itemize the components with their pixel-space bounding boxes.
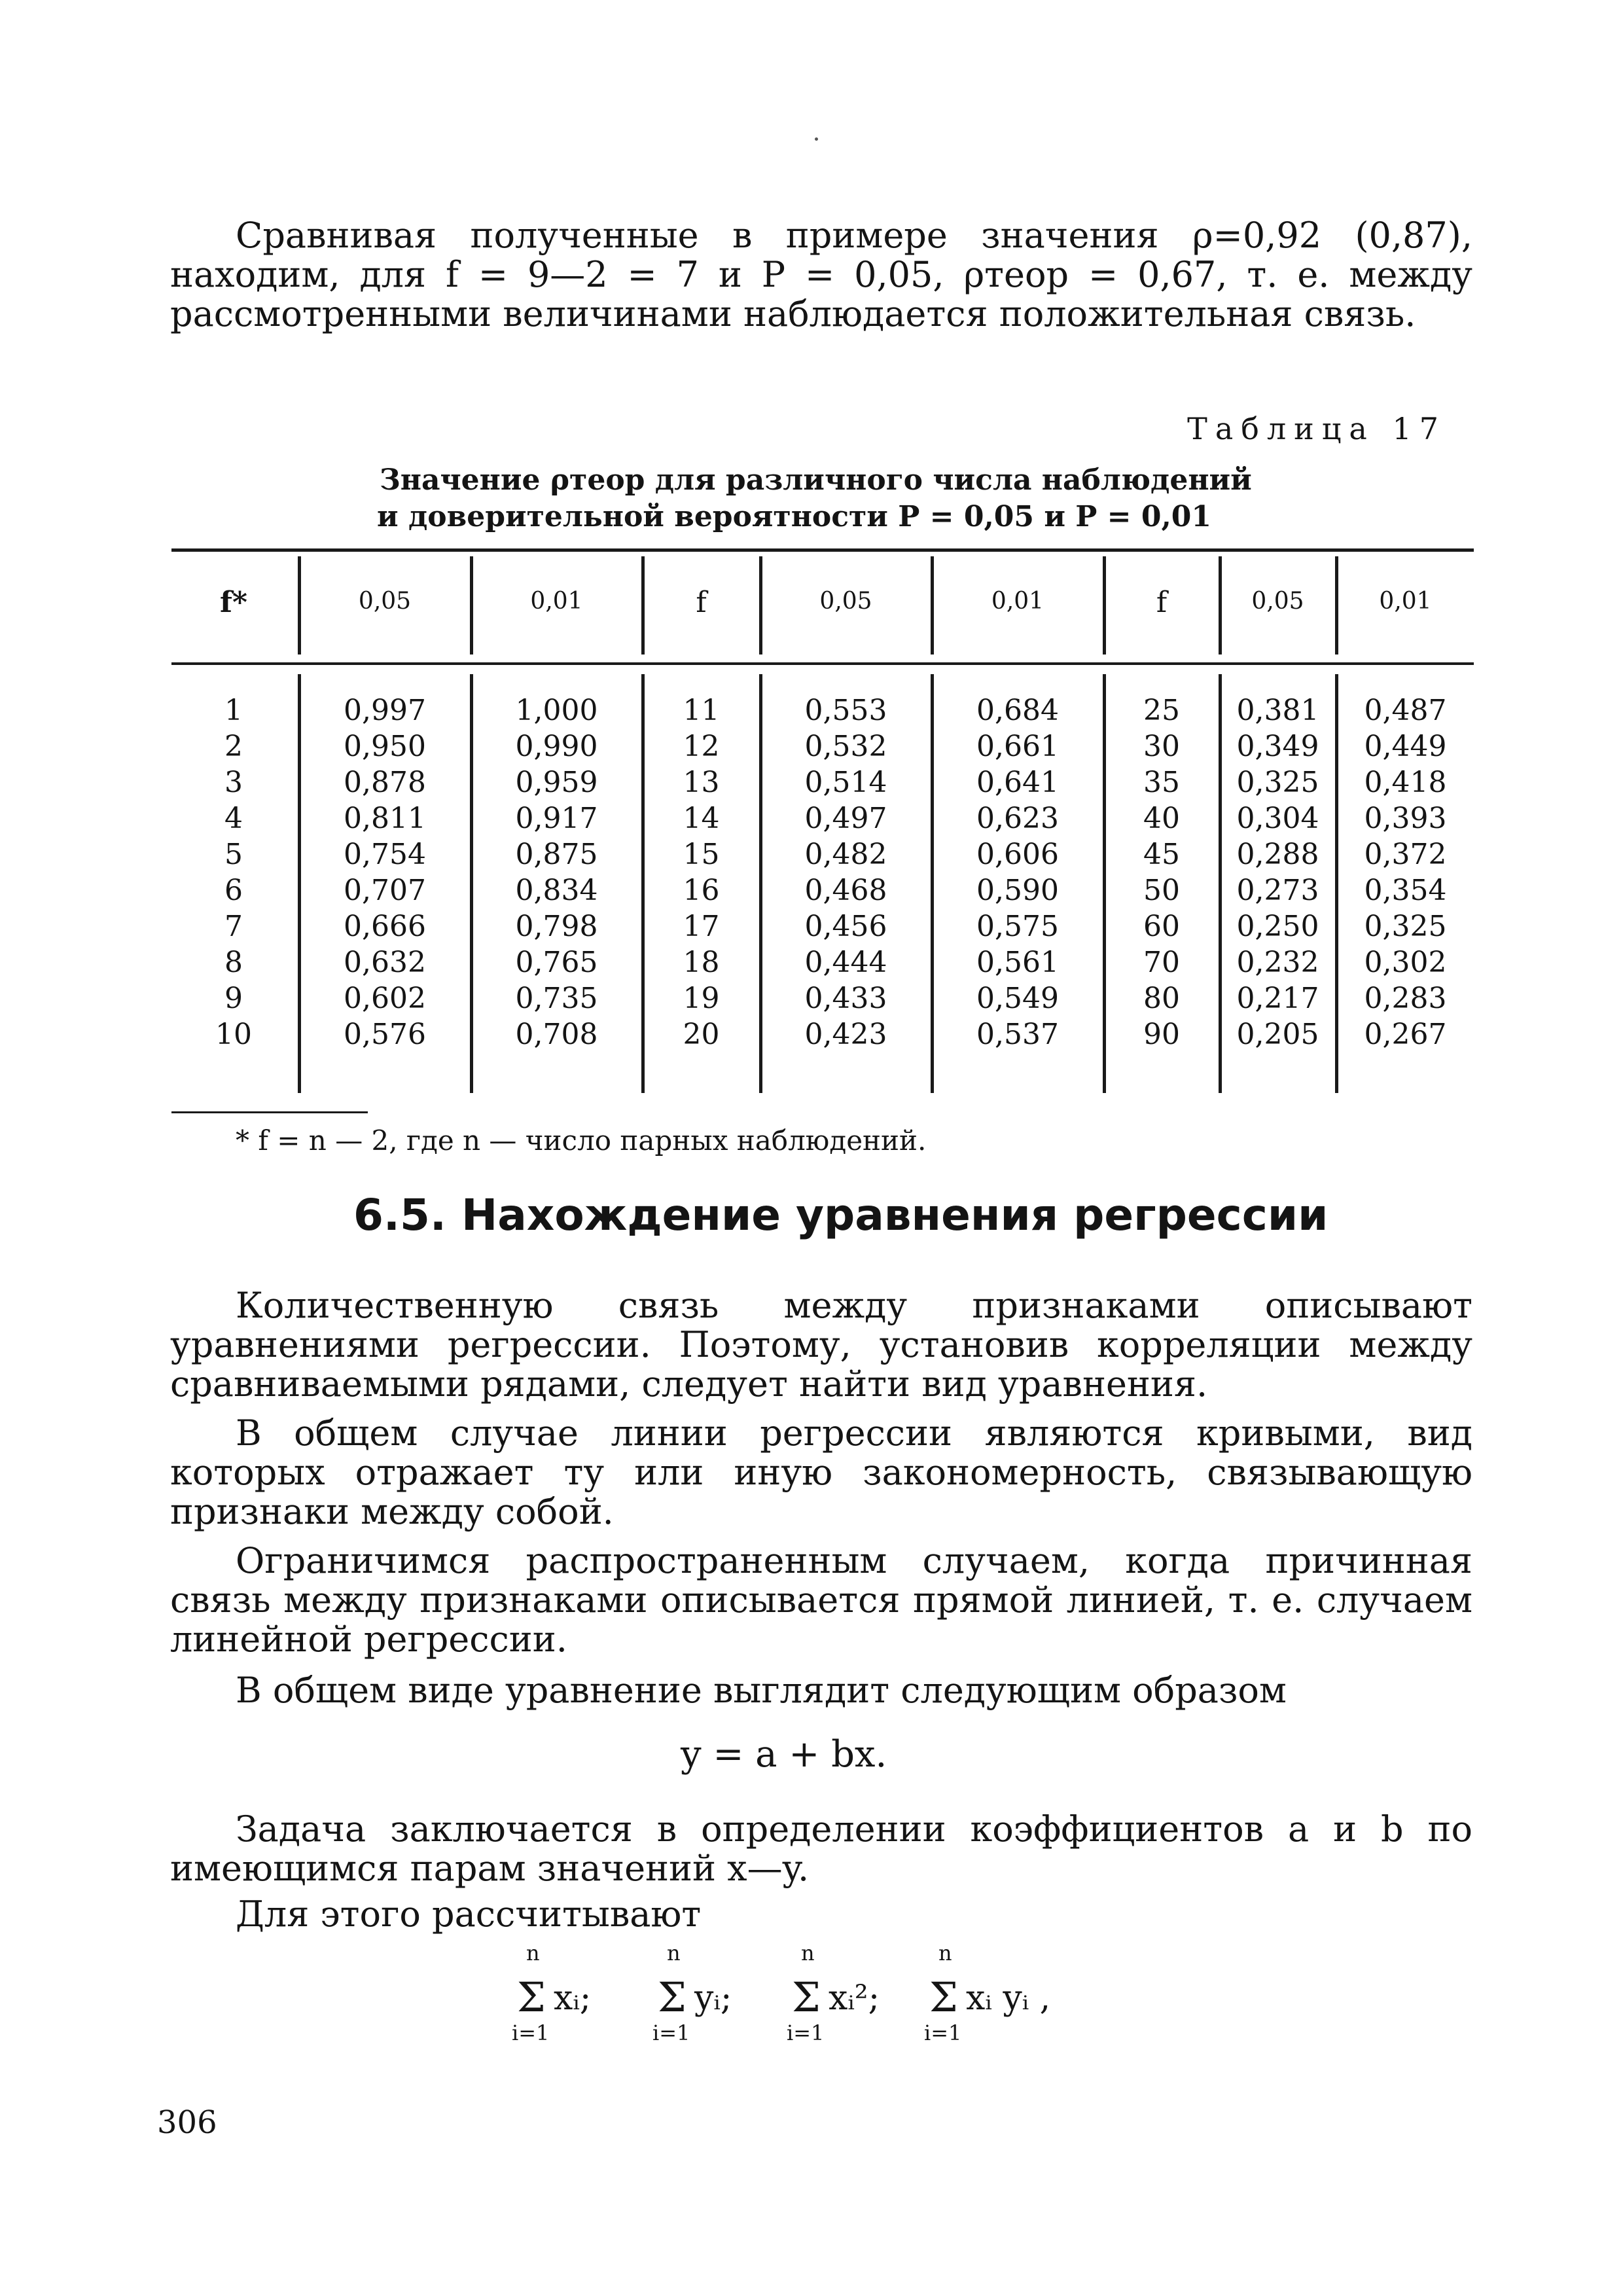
table-cell: 0,302 [1364, 946, 1447, 979]
calc-line: Для этого рассчитывают [236, 1893, 702, 1935]
table-column-p005-2 [762, 692, 929, 1052]
table-cell: 90 [1143, 1018, 1180, 1051]
table-cell: 0,283 [1364, 982, 1447, 1015]
table-cell: 0,708 [515, 1018, 598, 1051]
table-cell: 0,273 [1236, 874, 1319, 907]
table-cell: 0,553 [804, 694, 887, 727]
table-cell: 0,684 [976, 694, 1059, 727]
table-cell: 0,423 [804, 1018, 887, 1051]
table-cell: 0,456 [804, 910, 887, 943]
body-paragraph: Ограничимся распространенным случаем, когда причинная связь между признаками описывается прямой линией, т. е. случаем линейной регрессии. [170, 1540, 1472, 1660]
sum-lower-limit: i=1 [652, 2020, 690, 2045]
table-column-p001-3 [1338, 692, 1472, 1052]
table-cell: 0,267 [1364, 1018, 1447, 1051]
sum-upper-limit: n [526, 1941, 540, 1965]
table-cell: 13 [683, 766, 720, 799]
intro-paragraph: Сравнивая полученные в примере значения ρ=0,92 (0,87), находим, для f = 9—2 = 7 и P = 0,05, ρтеор = 0,67, т. е. между рассмотренными величинами наблюдается положительная связь. [170, 215, 1472, 334]
table-cell: 0,959 [515, 766, 598, 799]
table-cell: 0,798 [515, 910, 598, 943]
table-cell: 11 [683, 694, 720, 727]
table-cell: 0,232 [1236, 946, 1319, 979]
section-heading: 6.5. Нахождение уравнения регрессии [353, 1190, 1329, 1240]
table-cell: 0,811 [344, 802, 426, 835]
task-paragraph: Задача заключается в определении коэффициентов a и b по имеющимся парам значений x—y. [170, 1808, 1472, 1889]
table-cell: 0,661 [976, 730, 1059, 763]
table-column-f2 [645, 692, 758, 1052]
table-cell: 16 [683, 874, 720, 907]
table-cell: 18 [683, 946, 720, 979]
sum-term: yᵢ; [694, 1979, 732, 2018]
table-cell: 0,418 [1364, 766, 1447, 799]
table-cell: 0,834 [515, 874, 598, 907]
table-cell: 0,754 [344, 838, 426, 871]
table-header-cell: 0,01 [1379, 588, 1432, 615]
table-cell: 14 [683, 802, 720, 835]
table-cell: 3 [224, 766, 243, 799]
table-cell: 0,444 [804, 946, 887, 979]
table-column-p001-1 [473, 692, 640, 1052]
table-header-cell: f* [220, 586, 247, 619]
table-cell: 7 [224, 910, 243, 943]
table-cell: 6 [224, 874, 243, 907]
table-cell: 5 [224, 838, 243, 871]
table-cell: 0,288 [1236, 838, 1319, 871]
table-header-cell: f [1156, 586, 1168, 619]
table-cell: 0,632 [344, 946, 426, 979]
table-cell: 0,606 [976, 838, 1059, 871]
table-cell: 0,325 [1364, 910, 1447, 943]
table-cell: 0,602 [344, 982, 426, 1015]
table-cell: 0,325 [1236, 766, 1319, 799]
body-paragraph: В общем случае линии регрессии являются кривыми, вид которых отражает ту или иную закономерность, связывающую признаки между собой. [170, 1412, 1472, 1532]
scan-speck [815, 137, 818, 141]
table-cell: 0,497 [804, 802, 887, 835]
sigma-symbol: Σ [658, 1973, 687, 2021]
table-cell: 12 [683, 730, 720, 763]
table-cell: 0,950 [344, 730, 426, 763]
table-cell: 10 [215, 1018, 252, 1051]
table-title-line-2: и доверительной вероятности P = 0,05 и P = 0,01 [377, 500, 1212, 533]
sigma-symbol: Σ [517, 1973, 546, 2021]
table-header-cell: 0,01 [991, 588, 1044, 615]
sum-lower-limit: i=1 [512, 2020, 550, 2045]
table-cell: 15 [683, 838, 720, 871]
table-cell: 0,468 [804, 874, 887, 907]
sum-upper-limit: n [938, 1941, 952, 1965]
sum-upper-limit: n [667, 1941, 681, 1965]
table-header-cell: 0,05 [1251, 588, 1304, 615]
table-cell: 19 [683, 982, 720, 1015]
table-cell: 60 [1143, 910, 1180, 943]
table-cell: 0,623 [976, 802, 1059, 835]
page-number: 306 [157, 2104, 217, 2141]
table-header-cell: 0,05 [358, 588, 412, 615]
table-cell: 1 [224, 694, 243, 727]
table-column-f1 [171, 692, 296, 1052]
table-cell: 0,482 [804, 838, 887, 871]
table-cell: 0,576 [344, 1018, 426, 1051]
table-cell: 0,990 [515, 730, 598, 763]
table-cell: 0,433 [804, 982, 887, 1015]
table-cell: 17 [683, 910, 720, 943]
table-cell: 70 [1143, 946, 1180, 979]
table-cell: 0,590 [976, 874, 1059, 907]
sum-upper-limit: n [801, 1941, 815, 1965]
table-cell: 0,250 [1236, 910, 1319, 943]
sum-lower-limit: i=1 [787, 2020, 825, 2045]
regression-equation: y = a + bx. [681, 1733, 887, 1776]
table-header-cell: f [696, 586, 707, 619]
table-cell: 0,514 [804, 766, 887, 799]
table-cell: 0,372 [1364, 838, 1447, 871]
body-paragraph: Количественную связь между признаками описывают уравнениями регрессии. Поэтому, установив корреляции между сравниваемыми рядами, следует найти вид уравнения. [170, 1285, 1472, 1405]
table-cell: 0,304 [1236, 802, 1319, 835]
table-column-p001-2 [934, 692, 1101, 1052]
footnote-rule [171, 1111, 368, 1113]
table-cell: 9 [224, 982, 243, 1015]
sigma-symbol: Σ [929, 1973, 958, 2021]
table-cell: 0,878 [344, 766, 426, 799]
table-cell: 20 [683, 1018, 720, 1051]
table-cell: 8 [224, 946, 243, 979]
table-cell: 25 [1143, 694, 1180, 727]
table-header-cell: 0,01 [530, 588, 583, 615]
table-cell: 0,487 [1364, 694, 1447, 727]
table-title-line-1: Значение ρтеор для различного числа наблюдений [380, 463, 1252, 497]
body-paragraph: В общем виде уравнение выглядит следующим образом [236, 1670, 1287, 1711]
sum-term: xᵢ²; [829, 1979, 880, 2018]
table-cell: 35 [1143, 766, 1180, 799]
sum-term: xᵢ yᵢ , [966, 1979, 1051, 2018]
table-top-rule [171, 548, 1474, 552]
table-cell: 30 [1143, 730, 1180, 763]
table-cell: 4 [224, 802, 243, 835]
table-cell: 0,532 [804, 730, 887, 763]
table-cell: 0,549 [976, 982, 1059, 1015]
table-header-cell: 0,05 [819, 588, 872, 615]
table-cell: 2 [224, 730, 243, 763]
table-cell: 0,666 [344, 910, 426, 943]
table-cell: 0,707 [344, 874, 426, 907]
table-cell: 50 [1143, 874, 1180, 907]
sum-term: xᵢ; [554, 1979, 592, 2018]
table-column-f3 [1106, 692, 1217, 1052]
table-cell: 45 [1143, 838, 1180, 871]
table-cell: 40 [1143, 802, 1180, 835]
table-cell: 0,561 [976, 946, 1059, 979]
table-cell: 0,641 [976, 766, 1059, 799]
table-cell: 0,449 [1364, 730, 1447, 763]
table-title [377, 462, 1252, 535]
table-cell: 0,205 [1236, 1018, 1319, 1051]
table-column-p005-3 [1222, 692, 1334, 1052]
table-cell: 0,349 [1236, 730, 1319, 763]
table-cell: 0,354 [1364, 874, 1447, 907]
table-column-p005-1 [301, 692, 469, 1052]
table-cell: 80 [1143, 982, 1180, 1015]
table-cell: 0,381 [1236, 694, 1319, 727]
table-cell: 0,217 [1236, 982, 1319, 1015]
table-cell: 1,000 [515, 694, 598, 727]
table-cell: 0,875 [515, 838, 598, 871]
table-footnote: * f = n — 2, где n — число парных наблюдений. [236, 1124, 927, 1157]
table-header-rule [171, 662, 1474, 665]
table-cell: 0,575 [976, 910, 1059, 943]
table-cell: 0,393 [1364, 802, 1447, 835]
sigma-symbol: Σ [792, 1973, 821, 2021]
table-cell: 0,537 [976, 1018, 1059, 1051]
sum-lower-limit: i=1 [924, 2020, 962, 2045]
table-caption: Таблица 17 [1187, 411, 1446, 446]
table-cell: 0,735 [515, 982, 598, 1015]
table-cell: 0,997 [344, 694, 426, 727]
table-cell: 0,765 [515, 946, 598, 979]
table-cell: 0,917 [515, 802, 598, 835]
